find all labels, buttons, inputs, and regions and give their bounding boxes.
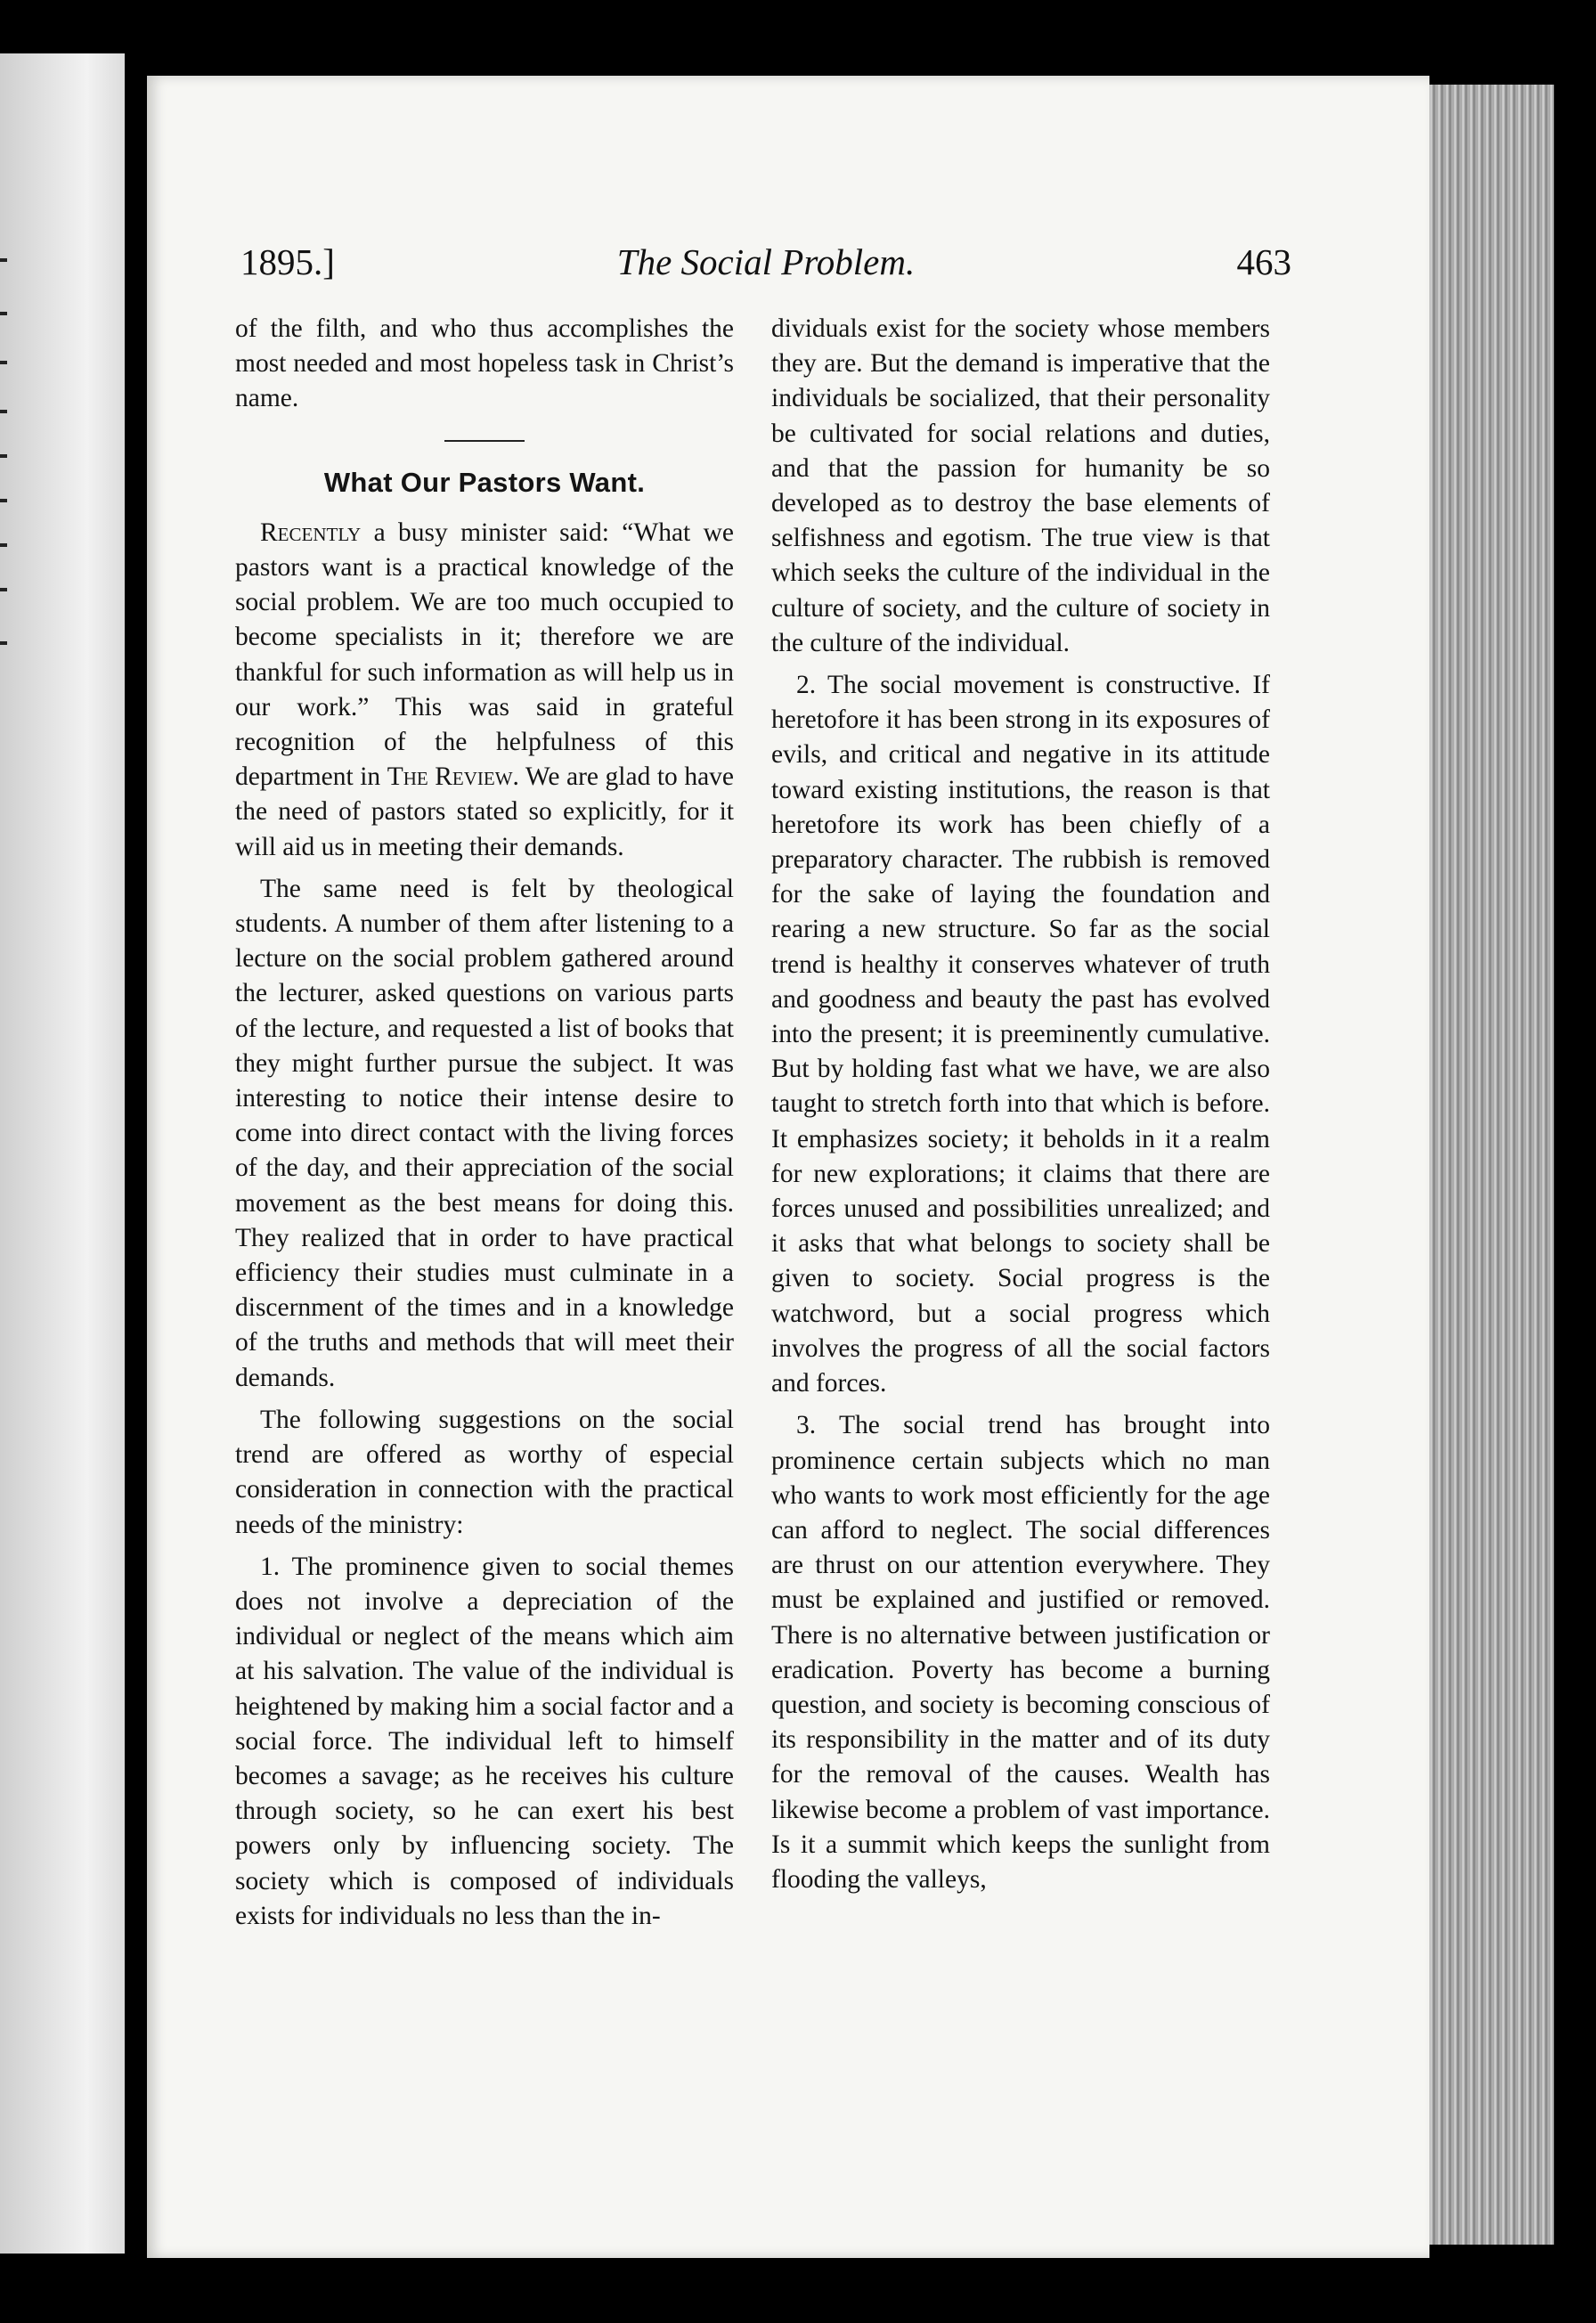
paragraph: The following suggestions on the social trend are offered as worthy of especial consideration in connection with the practical needs of the ministry: xyxy=(235,1405,734,1539)
left-column xyxy=(235,312,734,1934)
journal-name: The Review xyxy=(387,762,513,792)
facing-page-text-fragments xyxy=(0,53,11,2254)
section-divider xyxy=(444,440,525,442)
running-head-year: 1895.] xyxy=(240,241,335,282)
section-title: What Our Pastors Want. xyxy=(323,466,646,498)
paragraph-text: . We are glad to have the need of pastors stated so explicitly, for it will aid us in meeting their demands. xyxy=(235,762,735,861)
page-number: 463 xyxy=(1236,241,1291,282)
paragraph: 2. The social movement is constructive. If heretofore it has been strong in its exposures of evils, and critical and negative in its attitude toward existing institutions, the reason is that heretofore its work has been chiefly of a preparatory character. The rubbish is removed for the sake of laying the foundation and rearing a new structure. So far as the social trend is healthy it conserves whatever of truth and goodness and beauty the past has evolved into the present; it is preeminently cumulative. But by holding fast what we have, we are also taught to stretch forth into that which is before. It emphasizes society; it beholds in it a realm for new explorations; it claims that there are forces unused and possibilities unrealized; and it asks that what belongs to society shall be given to society. Social progress is the watchword, but a social progress which involves the progress of all the social factors and forces. xyxy=(771,671,1270,1398)
right-column xyxy=(771,312,1270,1897)
paragraph-text: a busy minister said: “What we pastors want is a practical knowledge of the social problem. We are too much occupied to become specialists in it; therefore we are thankful for such information as will help us in our work.” This was said in grateful recognition of the helpfulness of this department in xyxy=(235,518,734,792)
paragraph: The same need is felt by theological students. A number of them after listening to a lecture on the social problem gathered around the lecturer, asked questions on various parts of the lecture, and requested a list of books that they might further pursue the subject. It was interesting to notice their intense desire to come into direct contact with the living forces of the day, and their appreciation of the social movement as the best means for doing this. They realized that in order to have practical efficiency their studies must culminate in a discernment of the times and in a knowledge of the truths and methods that will meet their demands. xyxy=(235,874,734,1392)
facing-page-edge xyxy=(0,53,125,2254)
paragraph: dividuals exist for the society whose members they are. But the demand is imperative that the individuals be socialized, that their personality be cultivated for social relations and duties, and that the passion for humanity be so developed as to destroy the base elements of selfishness and egotism. The true view is that which seeks the culture of the individual in the culture of society, and the culture of society in the culture of the individual. xyxy=(771,314,1270,657)
paragraph: 1. The prominence given to social themes does not involve a depreciation of the individual or neglect of the means which aim at his salvation. The value of the individual is heightened by making him a social factor and a social force. The individual left to himself becomes a savage; as he receives his culture through society, so he can exert his best powers only by influencing society. The society which is composed of individuals exists for individuals no less than the in- xyxy=(235,1552,734,1930)
paragraph-lead-word: Recently xyxy=(260,518,362,547)
paragraph: 3. The social trend has brought into prominence certain subjects which no man who wants to work most efficiently for the age can afford to neglect. The social differences are thrust on our attention everywhere. They must be explained and justified or removed. There is no alternative between justification or eradication. Poverty has become a burning question, and society is becoming conscious of its responsibility in the matter and of its duty for the removal of the causes. Wealth has likewise become a problem of vast importance. Is it a summit which keeps the sunlight from flooding the valleys, xyxy=(771,1411,1270,1894)
running-head-title: The Social Problem. xyxy=(616,241,916,282)
paragraph xyxy=(235,516,734,865)
paragraph: of the filth, and who thus accomplishes the most needed and most hopeless task in Christ’s name. xyxy=(235,314,734,413)
running-head xyxy=(240,240,1291,294)
book-page-edges xyxy=(1421,85,1554,2245)
